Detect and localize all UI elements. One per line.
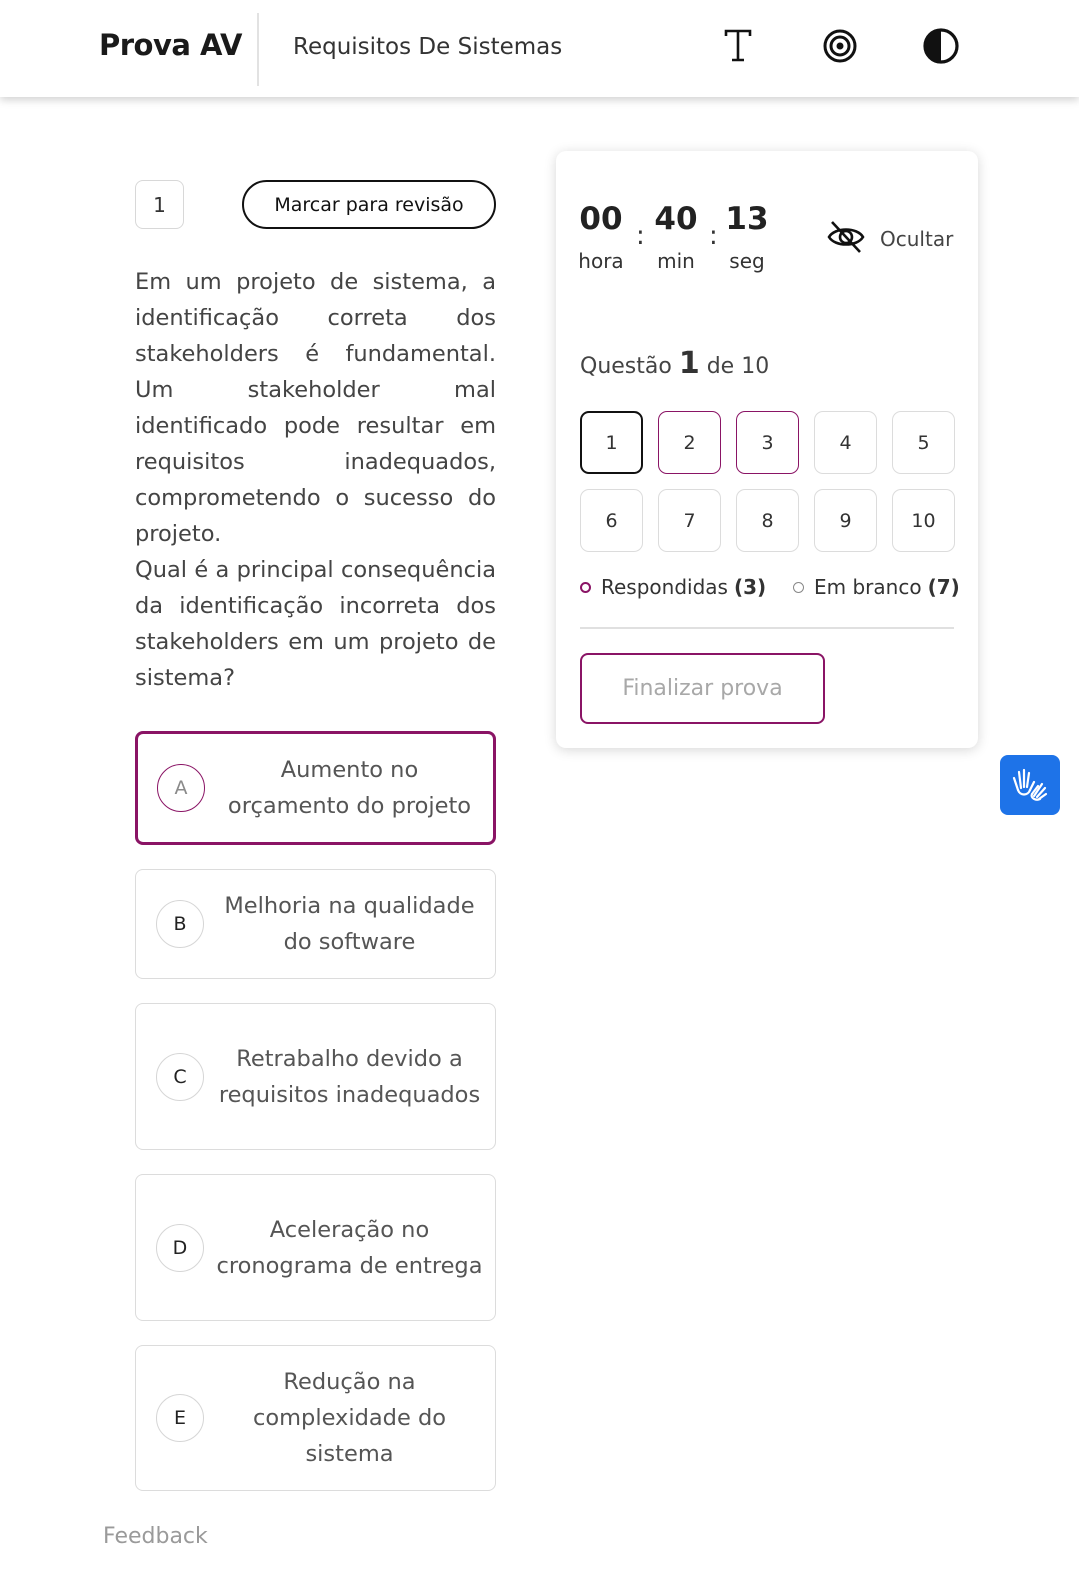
option-letter: B	[156, 900, 204, 948]
progress-suffix: de 10	[706, 354, 770, 379]
hide-timer-label: Ocultar	[880, 227, 954, 251]
option-letter: E	[156, 1394, 204, 1442]
question-nav-button-4[interactable]: 4	[814, 411, 877, 474]
target-icon[interactable]	[820, 26, 860, 66]
answer-option-a[interactable]	[135, 731, 496, 845]
top-header	[0, 0, 1079, 97]
question-nav-button-5[interactable]: 5	[892, 411, 955, 474]
answered-dot-icon	[580, 582, 591, 593]
option-text: Redução na complexidade do sistema	[253, 1369, 446, 1467]
option-text: Aceleração no cronograma de entrega	[216, 1216, 483, 1279]
option-letter: D	[156, 1224, 204, 1272]
blank-dot-icon	[793, 582, 804, 593]
contrast-icon[interactable]	[921, 26, 961, 66]
question-nav-button-6[interactable]: 6	[580, 489, 643, 552]
hide-timer-button[interactable]	[826, 219, 953, 259]
progress-current: 1	[678, 346, 700, 381]
timer-colon: :	[709, 221, 718, 251]
option-text: Aumento no orçamento do projeto	[227, 757, 472, 819]
question-nav-button-9[interactable]: 9	[814, 489, 877, 552]
exam-side-panel	[556, 151, 978, 748]
option-text: Melhoria na qualidade do software	[224, 893, 475, 955]
timer-hours-label: hora	[578, 249, 624, 273]
mark-for-review-button[interactable]: Marcar para revisão	[242, 180, 496, 229]
question-statement: Em um projeto de sistema, a identificação correta dos stakeholders é fundamental. Um stakeholder mal identificado pode resultar em requisitos inadequados, comprometendo o sucesso do projeto.	[135, 269, 496, 547]
question-prompt: Qual é a principal consequência da identificação incorreta dos stakeholders em um projeto de sistema?	[135, 557, 496, 691]
answer-option-c[interactable]	[135, 1003, 496, 1150]
legend-answered-label: Respondidas	[601, 575, 728, 599]
header-divider	[257, 13, 259, 86]
legend-blank-label: Em branco	[814, 575, 922, 599]
question-nav-button-3[interactable]: 3	[736, 411, 799, 474]
timer-seconds: 13	[725, 201, 769, 237]
answer-option-d[interactable]	[135, 1174, 496, 1321]
progress-prefix: Questão	[580, 354, 672, 379]
subject-title: Requisitos De Sistemas	[293, 34, 563, 60]
timer-hours: 00	[579, 201, 623, 237]
finish-exam-button[interactable]: Finalizar prova	[580, 653, 825, 724]
sign-language-hands-icon	[1010, 764, 1050, 806]
option-letter: C	[156, 1053, 204, 1101]
legend-blank-count: (7)	[927, 575, 960, 599]
feedback-link[interactable]: Feedback	[103, 1524, 208, 1549]
answer-option-e[interactable]	[135, 1345, 496, 1491]
question-nav-button-2[interactable]: 2	[658, 411, 721, 474]
timer-minutes: 40	[654, 201, 698, 237]
question-nav-button-7[interactable]: 7	[658, 489, 721, 552]
option-letter: A	[157, 764, 205, 812]
legend-answered	[580, 575, 766, 599]
question-text	[135, 264, 496, 696]
timer-seconds-label: seg	[729, 249, 765, 273]
timer-colon: :	[636, 221, 645, 251]
question-nav-button-1[interactable]: 1	[580, 411, 643, 474]
question-nav-button-10[interactable]: 10	[892, 489, 955, 552]
panel-divider	[580, 627, 954, 629]
timer-minutes-label: min	[657, 249, 695, 273]
legend-answered-count: (3)	[733, 575, 767, 599]
question-number-badge: 1	[135, 180, 184, 229]
option-text: Retrabalho devido a requisitos inadequados	[218, 1045, 481, 1108]
answer-option-b[interactable]	[135, 869, 496, 979]
question-nav-button-8[interactable]: 8	[736, 489, 799, 552]
font-size-icon[interactable]	[718, 26, 758, 66]
brand-title: Prova AV	[99, 28, 242, 62]
vlibras-accessibility-button[interactable]	[1000, 755, 1060, 815]
question-progress	[580, 346, 769, 381]
legend-blank	[793, 575, 960, 599]
eye-off-icon	[826, 219, 866, 259]
